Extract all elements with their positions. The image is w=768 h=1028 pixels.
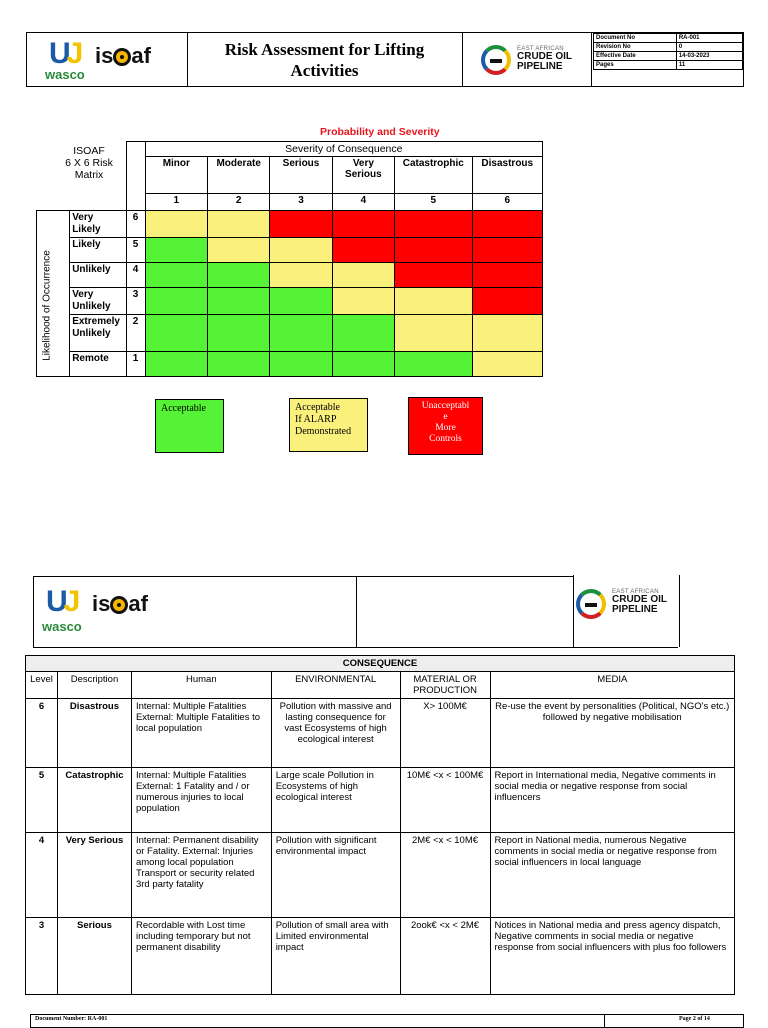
consequence-environmental: Pollution with massive and lasting consequence for vast Ecosystems of high ecological interest — [271, 699, 400, 768]
matrix-row — [37, 315, 543, 352]
matrix-heading: Probability and Severity — [320, 126, 440, 138]
consequence-title: CONSEQUENCE — [26, 656, 735, 672]
likelihood-label: Very Unlikely — [70, 288, 126, 315]
corner-line-2: 6 X 6 Risk — [65, 157, 113, 169]
legend-unacceptable-line-2: e — [443, 412, 448, 422]
footer-doc-number: Document Number: RA-001 — [35, 1016, 108, 1022]
risk-cell — [332, 315, 394, 352]
page-header — [26, 32, 744, 87]
legend-alarp-line-1: Acceptable — [295, 402, 340, 413]
matrix-corner-cell — [37, 142, 127, 211]
severity-label: Serious — [270, 157, 332, 194]
likelihood-label: Likely — [70, 238, 126, 263]
risk-cell — [395, 238, 472, 263]
severity-label: Very Serious — [332, 157, 394, 194]
risk-cell — [145, 352, 207, 377]
eacop-big-text-1: CRUDE OIL — [517, 51, 572, 62]
matrix-row — [37, 288, 543, 315]
corner-line-1: ISOAF — [73, 145, 105, 157]
risk-matrix-table — [36, 141, 543, 377]
legend-unacceptable-line-3: More — [435, 423, 456, 433]
severity-number: 5 — [395, 194, 472, 211]
risk-cell — [395, 352, 472, 377]
matrix-row — [37, 211, 543, 238]
consequence-description: Very Serious — [57, 833, 131, 918]
page-footer — [30, 1014, 744, 1028]
meta-row — [594, 52, 743, 61]
likelihood-number: 1 — [126, 352, 145, 377]
meta-row — [594, 61, 743, 70]
severity-title: Severity of Consequence — [145, 142, 542, 157]
likelihood-number: 5 — [126, 238, 145, 263]
corner-line-3: Matrix — [74, 169, 104, 181]
risk-cell — [270, 315, 332, 352]
legend-acceptable-text: Acceptable — [161, 403, 206, 414]
consequence-level: 3 — [26, 918, 58, 995]
wasco-text: wasco — [45, 67, 85, 82]
matrix-blank-cell — [126, 142, 145, 211]
likelihood-number: 3 — [126, 288, 145, 315]
risk-cell — [145, 315, 207, 352]
consequence-environmental: Pollution of small area with Limited environmental impact — [271, 918, 400, 995]
severity-label: Catastrophic — [395, 157, 472, 194]
legend-unacceptable — [408, 397, 483, 455]
risk-cell — [145, 211, 207, 238]
eacop-big-text-2b: PIPELINE — [612, 604, 658, 615]
meta-label: Pages — [594, 61, 677, 70]
logo-left — [27, 33, 188, 86]
second-logo-left — [34, 577, 357, 647]
consequence-description: Disastrous — [57, 699, 131, 768]
risk-cell — [270, 211, 332, 238]
footer-page-number: Page 2 of 14 — [679, 1016, 710, 1022]
consequence-header: MEDIA — [490, 672, 735, 699]
title-line-1: Risk Assessment for Lifting — [224, 40, 425, 59]
risk-cell — [395, 315, 472, 352]
consequence-level: 6 — [26, 699, 58, 768]
consequence-row — [26, 699, 735, 768]
second-logo-eacop — [573, 575, 680, 647]
risk-cell — [270, 238, 332, 263]
consequence-description: Catastrophic — [57, 768, 131, 833]
document-title — [187, 33, 463, 86]
likelihood-label: Unlikely — [70, 263, 126, 288]
meta-label: Effective Date — [594, 52, 677, 61]
consequence-level: 4 — [26, 833, 58, 918]
consequence-row — [26, 768, 735, 833]
risk-cell — [207, 263, 269, 288]
risk-cell — [395, 211, 472, 238]
wasco-u-logo-2: UJ — [46, 585, 77, 618]
consequence-material: 10M€ <x < 100M€ — [400, 768, 490, 833]
severity-label: Minor — [145, 157, 207, 194]
legend-unacceptable-line-4: Controls — [429, 434, 462, 444]
severity-number: 6 — [472, 194, 542, 211]
risk-cell — [332, 263, 394, 288]
eacop-small-text: EAST AFRICAN — [517, 46, 564, 52]
consequence-header: Level — [26, 672, 58, 699]
severity-number: 3 — [270, 194, 332, 211]
risk-cell — [270, 288, 332, 315]
isoaf-logo-2: is af — [92, 591, 148, 616]
risk-cell — [332, 352, 394, 377]
consequence-header: Description — [57, 672, 131, 699]
risk-cell — [472, 211, 542, 238]
consequence-media: Notices in National media and press agency dispatch, Negative comments in social media or negative response from social influencers with plus foo followers — [490, 918, 735, 995]
likelihood-label: Remote — [70, 352, 126, 377]
consequence-row — [26, 918, 735, 995]
risk-cell — [395, 288, 472, 315]
eacop-small-text-2: EAST AFRICAN — [612, 589, 659, 595]
consequence-header: Human — [131, 672, 271, 699]
risk-cell — [472, 288, 542, 315]
risk-cell — [270, 352, 332, 377]
eacop-big-text-2: PIPELINE — [517, 61, 563, 72]
consequence-table — [25, 655, 735, 995]
risk-cell — [332, 288, 394, 315]
likelihood-number: 4 — [126, 263, 145, 288]
isoaf-logo: is af — [95, 43, 151, 68]
legend-alarp — [289, 398, 368, 452]
severity-number: 1 — [145, 194, 207, 211]
wasco-text-2: wasco — [42, 619, 82, 634]
eacop-big-text-2a: CRUDE OIL — [612, 594, 667, 605]
likelihood-label: Extremely Unlikely — [70, 315, 126, 352]
meta-row — [594, 43, 743, 52]
meta-value: 14-03-2023 — [676, 52, 742, 61]
title-line-2: Activities — [290, 61, 359, 80]
legend-acceptable — [155, 399, 224, 453]
risk-cell — [207, 315, 269, 352]
consequence-media: Report in International media, Negative comments in social media or negative response from social influencers — [490, 768, 735, 833]
meta-value: 11 — [676, 61, 742, 70]
consequence-media: Report in National media, numerous Negative comments in social media or negative response from social influencers in local language — [490, 833, 735, 918]
second-header — [33, 576, 678, 648]
risk-cell — [207, 352, 269, 377]
severity-number: 4 — [332, 194, 394, 211]
matrix-row — [37, 263, 543, 288]
risk-cell — [332, 238, 394, 263]
likelihood-axis-label: Likelihood of Occurrence — [41, 250, 53, 361]
wasco-u-logo: UJ — [49, 37, 80, 70]
consequence-material: X> 100M€ — [400, 699, 490, 768]
risk-cell — [207, 288, 269, 315]
meta-row — [594, 34, 743, 43]
risk-cell — [207, 238, 269, 263]
legend-alarp-line-3: Demonstrated — [295, 426, 352, 437]
consequence-human: Internal: Multiple Fatalities External: 1 Fatality and / or numerous injuries to local population — [131, 768, 271, 833]
consequence-header: MATERIAL OR PRODUCTION — [400, 672, 490, 699]
likelihood-number: 2 — [126, 315, 145, 352]
logo-eacop — [463, 33, 592, 86]
severity-label: Moderate — [207, 157, 269, 194]
consequence-media: Re-use the event by personalities (Political, NGO's etc.) followed by negative mobilisation — [490, 699, 735, 768]
meta-value: 0 — [676, 43, 742, 52]
risk-cell — [332, 211, 394, 238]
document-meta-table — [593, 33, 743, 70]
legend-alarp-line-2: If ALARP — [295, 414, 337, 425]
consequence-row — [26, 833, 735, 918]
consequence-human: Recordable with Lost time including temporary but not permanent disability — [131, 918, 271, 995]
meta-label: Document No — [594, 34, 677, 43]
risk-cell — [395, 263, 472, 288]
risk-cell — [472, 352, 542, 377]
severity-label: Disastrous — [472, 157, 542, 194]
eacop-ring-icon-2 — [576, 589, 606, 619]
consequence-header: ENVIRONMENTAL — [271, 672, 400, 699]
eacop-ring-icon — [481, 45, 511, 75]
risk-cell — [207, 211, 269, 238]
consequence-environmental: Large scale Pollution in Ecosystems of high ecological interest — [271, 768, 400, 833]
legend-unacceptable-line-1: Unacceptabl — [421, 401, 470, 411]
matrix-row — [37, 238, 543, 263]
risk-cell — [145, 238, 207, 263]
consequence-material: 2ook€ <x < 2M€ — [400, 918, 490, 995]
meta-label: Revision No — [594, 43, 677, 52]
consequence-human: Internal: Permanent disability or Fatality. External: Injuries among local population Transport or security related 3rd party fatality — [131, 833, 271, 918]
consequence-level: 5 — [26, 768, 58, 833]
risk-cell — [145, 263, 207, 288]
likelihood-number: 6 — [126, 211, 145, 238]
risk-cell — [145, 288, 207, 315]
matrix-row — [37, 352, 543, 377]
risk-cell — [270, 263, 332, 288]
consequence-human: Internal: Multiple Fatalities External: Multiple Fatalities to local population — [131, 699, 271, 768]
likelihood-axis-cell — [37, 211, 70, 377]
consequence-description: Serious — [57, 918, 131, 995]
likelihood-label: Very Likely — [70, 211, 126, 238]
risk-cell — [472, 263, 542, 288]
consequence-environmental: Pollution with significant environmental impact — [271, 833, 400, 918]
consequence-material: 2M€ <x < 10M€ — [400, 833, 490, 918]
severity-number: 2 — [207, 194, 269, 211]
risk-cell — [472, 238, 542, 263]
meta-value: RA-001 — [676, 34, 742, 43]
risk-cell — [472, 315, 542, 352]
